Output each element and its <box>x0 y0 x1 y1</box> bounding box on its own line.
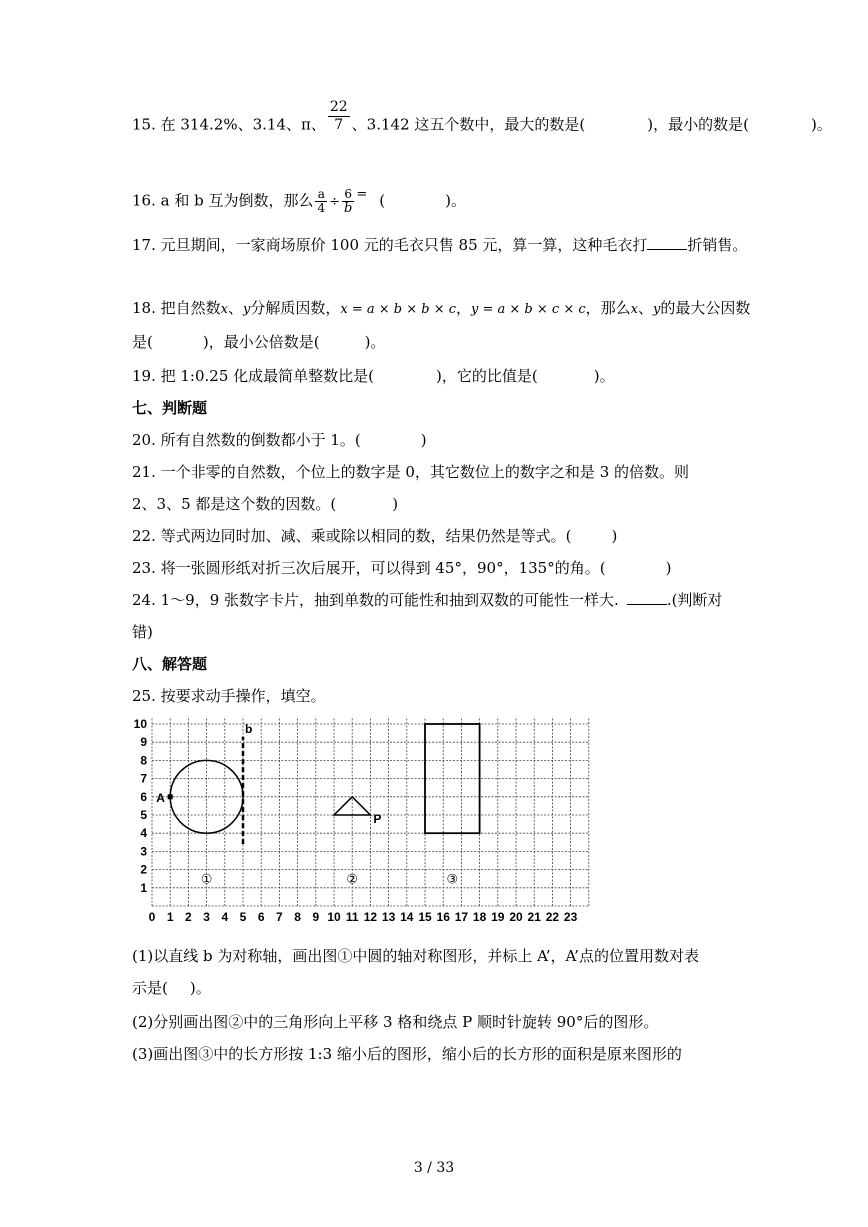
y-tick-label: 10 <box>133 717 147 731</box>
x-tick-label: 0 <box>148 910 156 924</box>
y-tick-label: 6 <box>140 789 147 804</box>
question-22 <box>132 526 617 546</box>
question-19 <box>132 366 615 386</box>
x-axis-labels <box>149 910 578 924</box>
x-tick-label: 9 <box>312 910 320 924</box>
question-23 <box>132 558 671 578</box>
question-16 <box>132 188 466 215</box>
q22-text: 22. 等式两边同时加、减、乘或除以相同的数，结果仍然是等式。( <box>132 527 572 545</box>
q21-line2-text: 2、3、5 都是这个数的因数。( <box>132 495 337 513</box>
fraction-a-4: $\frac{a}{4}$ <box>317 187 326 215</box>
x-tick-label: 17 <box>454 910 469 924</box>
x-tick-label: 16 <box>436 910 450 924</box>
answer-blank[interactable] <box>647 249 687 250</box>
fraction-6-b: $\frac{6}{b}$ <box>344 187 353 216</box>
question-21-line1: 21. 一个非零的自然数，个位上的数字是 0，其它数位上的数字之和是 3 的倍数。则 <box>132 463 690 481</box>
q18-line2-b: )，最小公倍数是( <box>202 333 320 351</box>
q20-text: 20. 所有自然数的倒数都小于 1。( <box>132 431 361 449</box>
q15-prefix: 15. 在 314.2%、3.14、π、 <box>132 115 326 134</box>
question-20 <box>132 430 427 450</box>
q25-p1-open: 示是( <box>132 979 168 997</box>
q25-p1-end: )。 <box>189 979 211 997</box>
q25-part2: (2)分别画出图②中的三角形向上平移 3 格和绕点 P 顺时针旋转 90°后的图形。 <box>132 1013 659 1031</box>
var-y: y <box>242 302 251 317</box>
x-tick-label: 11 <box>345 910 359 924</box>
y-tick-label: 4 <box>140 826 147 841</box>
q18-text-a: 18. 把自然数 <box>132 299 221 317</box>
x-tick-label: 1 <box>166 910 174 924</box>
q19-end: )。 <box>593 367 615 385</box>
x-tick-label: 12 <box>363 910 378 924</box>
question-21-line2 <box>132 494 398 514</box>
q16-end: )。 <box>445 191 466 210</box>
question-24-line2: 错) <box>132 623 153 641</box>
q23-text: 23. 将一张圆形纸对折三次后展开，可以得到 45°，90°，135°的角。( <box>132 559 606 577</box>
figure-1-label: ① <box>200 872 213 888</box>
x-tick-label: 5 <box>239 910 247 924</box>
coordinate-grid <box>128 714 608 926</box>
q15-end: )。 <box>810 115 832 134</box>
y-tick-label: 3 <box>140 844 147 859</box>
q24-text: 24. 1～9，9 张数字卡片，抽到单数的可能性和抽到双数的可能性一样大. <box>132 591 619 609</box>
y-tick-label: 9 <box>140 735 147 750</box>
var-y-2: y <box>653 302 661 317</box>
equation-y: y = a × b × c × c <box>471 302 586 317</box>
q19-text: 19. 把 1:0.25 化成最简单整数比是( <box>132 367 375 385</box>
q18-text-b: 分解质因数， <box>250 299 341 317</box>
q18-text-d: 的最大公因数 <box>660 299 751 317</box>
y-tick-label: 2 <box>140 862 147 877</box>
answer-blank-24[interactable] <box>627 604 667 605</box>
q19-mid: )，它的比值是( <box>436 367 538 385</box>
question-15 <box>132 99 832 143</box>
x-tick-label: 15 <box>418 910 432 924</box>
var-x-2: x <box>630 302 638 317</box>
x-tick-label: 2 <box>185 910 192 924</box>
q22-end: ) <box>611 527 618 545</box>
x-tick-label: 4 <box>221 910 229 924</box>
q18-line2-a: 是( <box>132 333 153 351</box>
y-tick-label: 1 <box>140 880 147 895</box>
q17-text: 17. 元旦期间，一家商场原价 100 元的毛衣只售 85 元，算一算，这种毛衣打 <box>132 236 648 254</box>
section-8-heading: 八、解答题 <box>132 655 208 673</box>
question-24-line1 <box>132 590 722 610</box>
var-x: x <box>220 302 228 317</box>
point-a-label: A <box>156 790 165 805</box>
x-tick-label: 20 <box>509 910 523 924</box>
x-tick-label: 14 <box>400 910 414 924</box>
y-tick-label: 8 <box>140 753 147 768</box>
question-25-intro: 25. 按要求动手操作，填空。 <box>132 687 326 705</box>
equals-sign: = <box>356 186 368 202</box>
x-tick-label: 22 <box>545 910 560 924</box>
question-18-line2 <box>132 332 385 352</box>
section-7-heading: 七、判断题 <box>132 399 208 417</box>
x-tick-label: 10 <box>327 910 341 924</box>
figure-3-label: ③ <box>446 872 459 888</box>
q16-prefix: 16. a 和 b 互为倒数，那么 <box>132 191 314 210</box>
divide-sign: ÷ <box>329 194 341 210</box>
y-axis-labels <box>134 717 148 895</box>
q15-text: 、3.142 这五个数中，最大的数是( <box>351 115 586 134</box>
grid-lines <box>152 717 589 906</box>
x-tick-label: 18 <box>472 910 487 924</box>
q23-end: ) <box>665 559 672 577</box>
y-tick-label: 7 <box>140 771 147 786</box>
point-p-label: P <box>373 812 382 826</box>
x-tick-label: 21 <box>527 910 541 924</box>
line-b-label: b <box>245 722 253 737</box>
q25-part3: (3)画出图③中的长方形按 1:3 缩小后的图形，缩小后的长方形的面积是原来图形的 <box>132 1045 682 1063</box>
question-18-line1 <box>132 298 750 320</box>
x-tick-label: 19 <box>491 910 505 924</box>
figure-2-label: ② <box>346 872 359 888</box>
x-tick-label: 7 <box>276 910 283 924</box>
q18-sep-2: 、 <box>637 299 653 317</box>
page-number: 3 / 33 <box>413 1160 455 1176</box>
equation-x: x = a × b × b × c <box>340 302 456 317</box>
x-tick-label: 6 <box>257 910 265 924</box>
x-tick-label: 23 <box>563 910 578 924</box>
q21-end: ) <box>392 495 399 513</box>
q18-line2-c: )。 <box>364 333 386 351</box>
q18-sep: 、 <box>227 299 243 317</box>
q20-end: ) <box>420 431 427 449</box>
point-a-marker <box>168 794 173 799</box>
q25-part1-line2 <box>132 978 211 998</box>
q17-end: 折销售。 <box>687 236 748 254</box>
q16-paren-open: ( <box>379 191 386 210</box>
x-tick-label: 3 <box>203 910 210 924</box>
q18-text-c: ，那么 <box>585 299 631 317</box>
q18-comma: ， <box>456 299 472 317</box>
q24-end: .(判断对 <box>666 591 723 609</box>
x-tick-label: 8 <box>294 910 301 924</box>
fraction-22-7: $\frac{22}{7}$ <box>329 99 348 133</box>
y-tick-label: 5 <box>140 808 147 822</box>
x-tick-label: 13 <box>381 910 396 924</box>
q25-part1-line1: (1)以直线 b 为对称轴，画出图①中圆的轴对称图形，并标上 A’，A’点的位置用数对表 <box>132 947 699 965</box>
q15-mid: )，最小的数是( <box>647 115 749 134</box>
question-17 <box>132 235 747 255</box>
